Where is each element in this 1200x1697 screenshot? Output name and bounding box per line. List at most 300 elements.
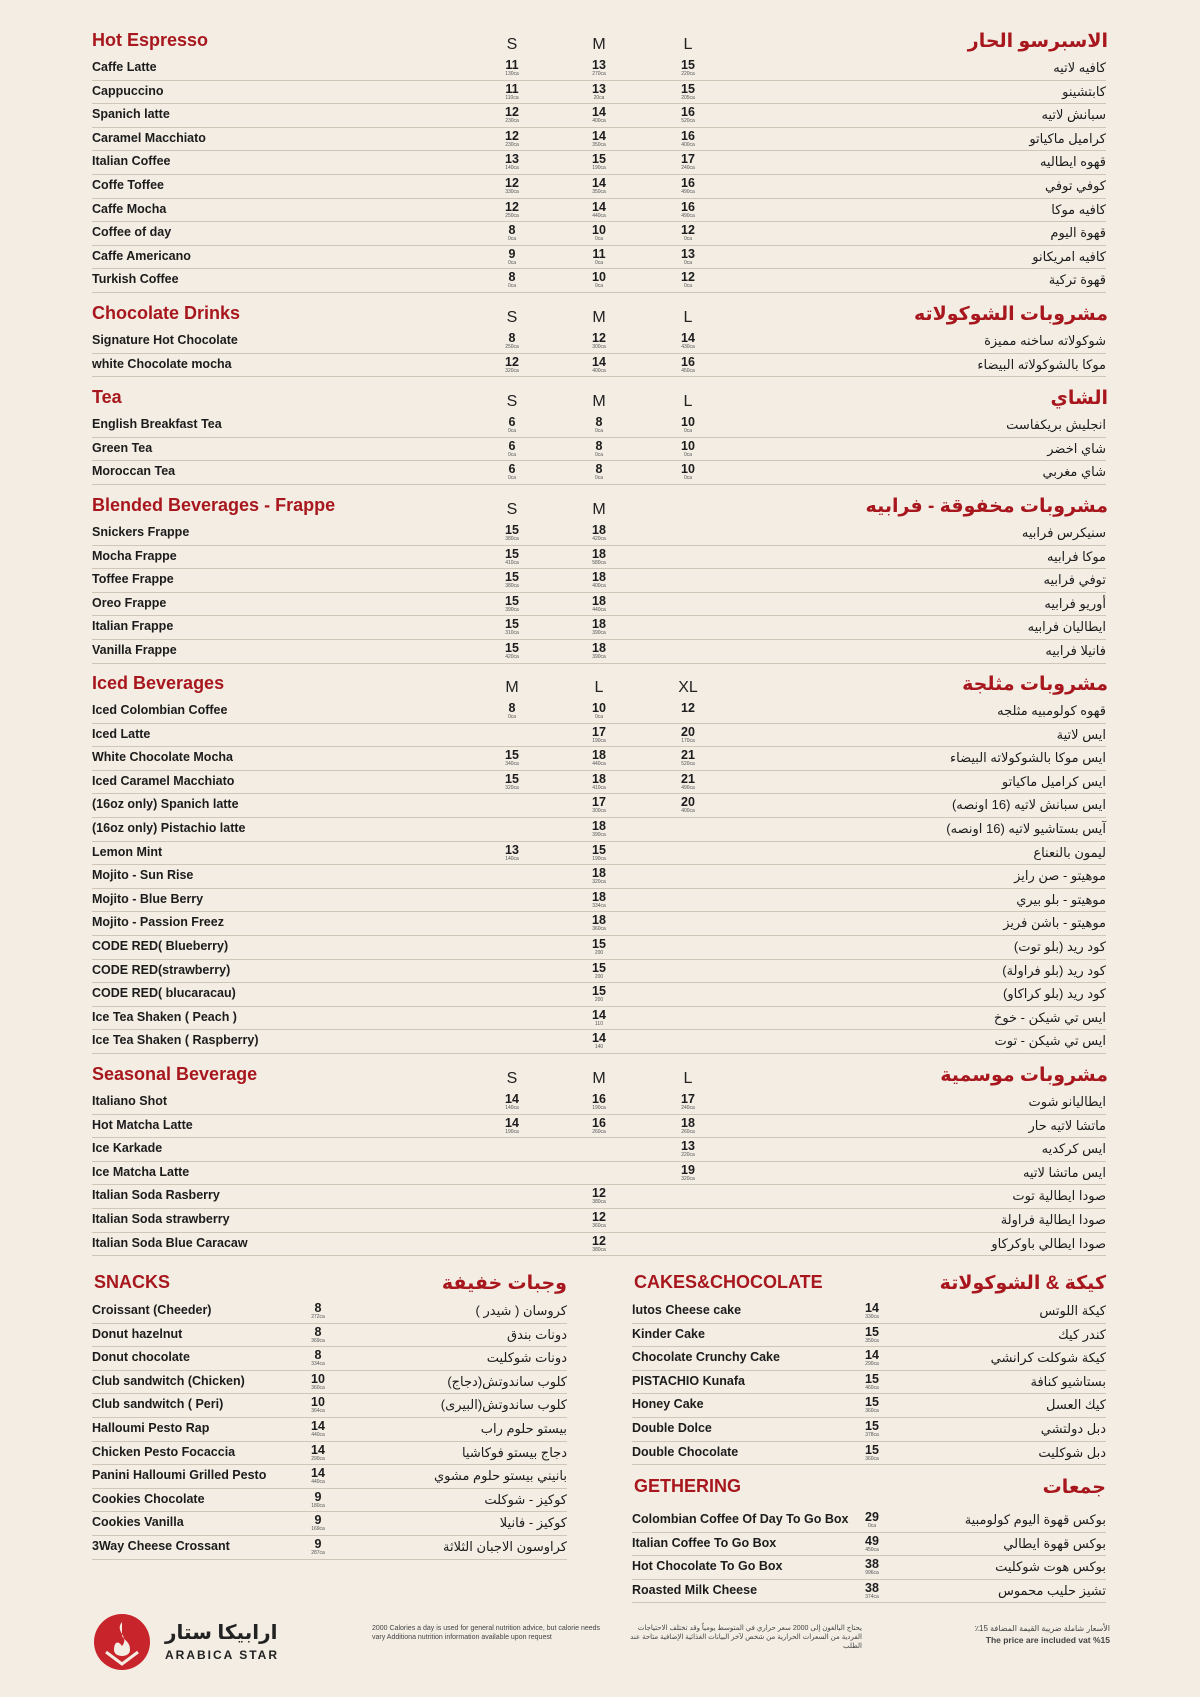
menu-row (92, 1489, 567, 1513)
size-header: S (506, 501, 518, 518)
item-name-ar: بانيني بيستو حلوم مشوي (433, 1468, 567, 1484)
item-price (579, 201, 619, 219)
size-header: M (592, 501, 606, 518)
item-price (492, 524, 532, 542)
item-name-ar: قهوه كولومبيه مثلجه (997, 703, 1106, 718)
item-price (492, 844, 532, 862)
price-value: 10 (311, 1395, 325, 1410)
calories: 420ca (592, 536, 606, 542)
price-value: 12 (592, 1233, 606, 1248)
item-name: Double Chocolate (632, 1444, 739, 1459)
item-price (852, 1373, 892, 1391)
size-header: L (594, 679, 604, 696)
calories: 272ca (311, 1314, 325, 1320)
item-name: lutos Cheese cake (632, 1303, 742, 1317)
item-name: Mojito - Blue Berry (92, 891, 204, 906)
item-name: Halloumi Pesto Rap (92, 1421, 210, 1435)
price-value: 15 (681, 81, 695, 96)
price-value: 6 (508, 462, 516, 477)
price-value: 8 (314, 1348, 322, 1363)
price-value: 18 (592, 546, 606, 561)
price-value: 17 (681, 152, 695, 167)
menu-row (92, 1185, 1106, 1209)
calories: 350ca (592, 141, 606, 148)
calories: 390ca (592, 630, 606, 637)
menu-row (92, 222, 1106, 246)
item-name-ar: قهوة اليوم (1050, 225, 1106, 241)
item-name-ar: كيكة اللوتس (1039, 1303, 1106, 1318)
item-price (298, 1467, 338, 1485)
calories: 170ca (681, 737, 695, 744)
item-price (579, 248, 619, 266)
item-name: Hot Matcha Latte (92, 1117, 193, 1132)
menu-row (92, 128, 1106, 152)
calories: 200 (594, 973, 604, 980)
price-value: 15 (865, 1324, 879, 1339)
item-name: Mocha Frappe (92, 548, 177, 563)
item-name: Spanich latte (92, 107, 170, 122)
price-value: 14 (505, 1115, 519, 1130)
price-value: 11 (505, 58, 519, 72)
price-value: 10 (592, 701, 606, 715)
calories: 0ca (594, 451, 604, 458)
menu-row (92, 269, 1106, 293)
item-price (579, 595, 619, 613)
item-price (579, 106, 619, 124)
calories: 0ca (683, 475, 693, 482)
menu-row (92, 616, 1106, 640)
menu-row (92, 1371, 567, 1395)
calories: 190ca (592, 737, 606, 744)
price-value: 8 (508, 223, 516, 238)
menu-row (92, 936, 1106, 960)
price-value: 13 (681, 246, 695, 261)
item-name-ar: بوكس هوت شوكليت (995, 1559, 1106, 1575)
menu-row (632, 1418, 1106, 1442)
calories: 330ca (865, 1314, 879, 1320)
menu-row (92, 724, 1106, 748)
price-value: 14 (592, 1031, 606, 1046)
item-price (852, 1396, 892, 1414)
item-price (492, 773, 532, 791)
menu-row (92, 912, 1106, 936)
price-value: 15 (592, 984, 606, 999)
item-name: Cookies Chocolate (92, 1491, 205, 1506)
item-name-ar: بوكس قهوة اليوم كولومبية (964, 1512, 1106, 1527)
calories: 0ca (507, 259, 517, 266)
item-name-ar: كروسان ( شيدر ) (475, 1303, 567, 1318)
calories: 400ca (681, 141, 695, 148)
calories: 360ca (592, 1223, 606, 1229)
item-name: Coffe Toffee (92, 178, 164, 192)
item-name-ar: شاي مغربي (1042, 464, 1106, 480)
price-value: 8 (508, 331, 516, 345)
price-value: 14 (311, 1466, 325, 1481)
calories: 378ca (865, 1432, 879, 1438)
menu-row (632, 1580, 1106, 1604)
calories: 140ca (505, 1105, 519, 1111)
price-value: 8 (508, 270, 516, 285)
price-value: 18 (592, 889, 606, 904)
price-value: 10 (681, 438, 695, 453)
price-value: 38 (865, 1557, 879, 1572)
calories: 996ca (865, 1570, 879, 1577)
item-name-ar: كود ريد (بلو توت) (1013, 939, 1106, 954)
item-price (852, 1349, 892, 1367)
item-name: Mojito - Sun Rise (92, 868, 194, 883)
item-name: Italian Soda Rasberry (92, 1188, 220, 1203)
item-price (492, 618, 532, 636)
calories: 334ca (592, 902, 606, 909)
item-name: Ice Matcha Latte (92, 1164, 190, 1179)
price-value: 15 (865, 1442, 879, 1457)
item-price (579, 153, 619, 171)
item-price (852, 1420, 892, 1438)
item-price (492, 271, 532, 289)
price-value: 14 (865, 1301, 879, 1315)
calories: 400ca (681, 808, 695, 815)
price-value: 12 (505, 105, 519, 120)
price-value: 18 (592, 570, 606, 585)
item-name: Hot Chocolate To Go Box (632, 1559, 783, 1574)
item-name-ar: آيس بستاشيو لاتيه (16 اونصه) (946, 821, 1106, 836)
item-price (579, 702, 619, 720)
menu-row (92, 522, 1106, 546)
item-price (852, 1444, 892, 1462)
item-price (668, 177, 708, 195)
item-price (579, 773, 619, 791)
price-value: 12 (505, 176, 519, 190)
item-name: Italian Soda Blue Caracaw (92, 1235, 248, 1250)
menu-row (632, 1371, 1106, 1395)
size-header: L (683, 309, 693, 326)
calories: 0ca (507, 451, 517, 458)
item-price (298, 1349, 338, 1367)
section-title-ar: وجبات خفيفة (441, 1273, 567, 1294)
calories: 287ca (311, 1550, 325, 1556)
price-value: 8 (595, 415, 603, 429)
item-name-ar: كابتشينو (1062, 83, 1106, 99)
price-value: 15 (505, 641, 519, 655)
item-price (579, 867, 619, 885)
menu-row (92, 1394, 567, 1418)
item-price (298, 1514, 338, 1532)
price-value: 15 (865, 1395, 879, 1410)
price-value: 15 (592, 152, 606, 167)
item-name: Club sandwitch (Chicken) (92, 1373, 245, 1388)
size-header: S (506, 309, 518, 326)
calories: 140ca (505, 165, 519, 172)
calories: 400ca (592, 367, 606, 374)
size-header: M (592, 309, 606, 326)
price-value: 18 (592, 641, 606, 655)
calories: 20ca (593, 94, 605, 101)
item-price (579, 749, 619, 767)
menu-row (92, 199, 1106, 223)
item-price (579, 820, 619, 838)
calories: 580ca (592, 559, 606, 566)
calories: 450ca (681, 367, 695, 374)
calories: 360ca (311, 1384, 325, 1391)
price-value: 13 (505, 152, 519, 167)
item-name: Caramel Macchiato (92, 130, 206, 145)
item-name: Green Tea (92, 440, 153, 455)
item-price (668, 1140, 708, 1158)
price-value: 12 (592, 1210, 606, 1224)
item-price (579, 83, 619, 101)
calories: 0ca (683, 428, 693, 434)
calories: 320ca (505, 784, 519, 791)
menu-row (632, 1300, 1106, 1324)
calories: 374ca (865, 1593, 879, 1600)
calories: 230ca (505, 118, 519, 125)
item-price (492, 595, 532, 613)
item-name-ar: دونات بندق (507, 1326, 567, 1342)
item-price (579, 440, 619, 458)
price-value: 11 (505, 81, 519, 96)
calories: 310ca (505, 630, 519, 637)
menu-row (92, 865, 1106, 889)
item-name-ar: ماتشا لاتيه حار (1028, 1117, 1106, 1133)
item-name: Moroccan Tea (92, 464, 176, 479)
price-value: 15 (865, 1371, 879, 1386)
menu-row (632, 1394, 1106, 1418)
item-name: Donut chocolate (92, 1350, 190, 1365)
item-price (668, 1117, 708, 1135)
item-name: Coffee of day (92, 225, 172, 240)
menu-row (92, 151, 1106, 175)
item-name: Caffe Mocha (92, 201, 167, 216)
item-price (668, 749, 708, 767)
item-name: white Chocolate mocha (92, 356, 232, 371)
vat-note-en: The price are included vat %15 (985, 1635, 1110, 1645)
item-name-ar: تشيز حليب محموس (997, 1582, 1106, 1598)
item-price (852, 1511, 892, 1529)
brand-arabic: ارابيكا ستار (165, 1622, 278, 1644)
price-value: 6 (508, 415, 516, 429)
price-value: 21 (681, 748, 695, 763)
item-name: Cappuccino (92, 83, 164, 98)
menu-row (632, 1556, 1106, 1580)
price-value: 8 (314, 1324, 322, 1339)
item-price (492, 571, 532, 589)
calories: 0ca (507, 236, 517, 243)
item-name: Caffe Americano (92, 248, 191, 263)
price-value: 20 (681, 724, 695, 739)
price-value: 14 (311, 1419, 325, 1433)
menu-row (92, 842, 1106, 866)
price-value: 15 (505, 771, 519, 786)
section-title-ar: مشروبات مخفوقة - فرابيه (865, 496, 1108, 517)
price-value: 15 (592, 937, 606, 951)
menu-row (92, 414, 1106, 438)
price-value: 9 (314, 1537, 322, 1551)
item-name-ar: ايطاليان فرابيه (1027, 619, 1106, 635)
calories: 440ca (592, 212, 606, 219)
item-name-ar: ايس ماتشا لاتيه (1022, 1164, 1106, 1180)
menu-row (92, 1091, 1106, 1115)
item-price (668, 796, 708, 814)
item-name-ar: كافيه امريكانو (1032, 248, 1106, 264)
item-name-ar: كلوب ساندوتش(البيرى) (440, 1397, 567, 1413)
item-name-ar: صودا ايطالي باوكركاو (991, 1235, 1106, 1251)
price-value: 18 (681, 1115, 695, 1130)
item-name: 3Way Cheese Crossant (92, 1539, 230, 1553)
item-name-ar: دبل شوكليت (1038, 1444, 1106, 1460)
price-value: 15 (505, 748, 519, 763)
menu-row (92, 246, 1106, 270)
item-name: Iced Colombian Coffee (92, 703, 228, 717)
section-title: Tea (92, 387, 122, 407)
menu-row (632, 1324, 1106, 1348)
menu-row (92, 104, 1106, 128)
item-price (579, 548, 619, 566)
item-price (668, 130, 708, 148)
calories: 130ca (505, 71, 519, 77)
item-price (579, 1032, 619, 1050)
item-name-ar: ايس تي شيكن - خوخ (993, 1009, 1106, 1025)
item-name-ar: أوريو فرابيه (1044, 595, 1106, 611)
menu-row (92, 1030, 1106, 1054)
menu-row (92, 1418, 567, 1442)
section-title-ar: الاسبرسو الحار (967, 31, 1108, 52)
price-value: 13 (592, 58, 606, 72)
price-value: 16 (681, 199, 695, 214)
item-price (579, 1211, 619, 1229)
price-value: 15 (505, 617, 519, 632)
menu-row (92, 1162, 1106, 1186)
calories: 390ca (505, 606, 519, 613)
calories: 390ca (592, 654, 606, 660)
price-value: 13 (505, 842, 519, 857)
item-price (668, 153, 708, 171)
calories: 0ca (594, 428, 604, 434)
item-name-ar: سنيكرس فرابيه (1021, 525, 1106, 540)
item-name: Mojito - Passion Freez (92, 915, 224, 930)
price-value: 13 (592, 81, 606, 96)
item-price (579, 985, 619, 1003)
item-price (492, 356, 532, 374)
calories: 250ca (505, 344, 519, 350)
menu-row (92, 330, 1106, 354)
size-header: M (592, 1070, 606, 1087)
price-value: 12 (681, 223, 695, 238)
price-value: 49 (865, 1533, 879, 1548)
calories: 0ca (507, 714, 517, 720)
calories: 360ca (865, 1408, 879, 1415)
item-price (579, 891, 619, 909)
item-name: PISTACHIO Kunafa (632, 1373, 745, 1388)
item-price (579, 1187, 619, 1205)
item-price (298, 1538, 338, 1556)
item-price (668, 1164, 708, 1182)
price-value: 15 (505, 593, 519, 608)
price-value: 15 (505, 570, 519, 585)
calories: 369ca (311, 1337, 325, 1344)
price-value: 8 (314, 1301, 322, 1315)
item-price (492, 440, 532, 458)
calories: 330ca (505, 189, 519, 195)
menu-row (92, 1300, 567, 1324)
item-price (492, 201, 532, 219)
item-name-ar: كيكة شوكلت كرانشي (990, 1350, 1106, 1366)
calories: 490ca (681, 189, 695, 195)
calories: 0ca (683, 283, 693, 290)
item-price (579, 1093, 619, 1111)
price-value: 15 (592, 960, 606, 975)
item-price (668, 224, 708, 242)
price-value: 20 (681, 795, 695, 810)
price-value: 18 (592, 819, 606, 833)
calories: 440ca (592, 761, 606, 768)
item-price (579, 571, 619, 589)
menu-row (632, 1347, 1106, 1371)
price-value: 16 (681, 128, 695, 143)
price-value: 14 (592, 199, 606, 214)
price-value: 19 (681, 1162, 695, 1177)
calories: 140ca (505, 855, 519, 862)
calories: 390ca (592, 832, 606, 838)
item-name-ar: ايس سبانش لاتيه (16 اونصه) (951, 797, 1106, 813)
price-value: 10 (681, 415, 695, 429)
item-name: CODE RED( blucaracau) (92, 986, 236, 1001)
calories: 0ca (507, 283, 517, 290)
section-title: SNACKS (94, 1272, 171, 1292)
section-title: Chocolate Drinks (92, 303, 241, 323)
calories: 220ca (681, 1152, 695, 1159)
calories: 490ca (681, 212, 695, 219)
item-name-ar: كود ريد (بلو كراكاو) (1003, 986, 1106, 1002)
price-value: 29 (865, 1510, 879, 1524)
item-name: Italian Soda strawberry (92, 1212, 230, 1226)
item-price (579, 642, 619, 660)
price-value: 16 (592, 1115, 606, 1130)
calories: 0ca (594, 714, 604, 720)
menu-row (92, 461, 1106, 485)
calories: 410ca (505, 559, 519, 566)
size-header: S (506, 36, 518, 53)
calories: 290ca (865, 1361, 879, 1368)
calories: 340ca (505, 761, 519, 768)
price-value: 12 (592, 1186, 606, 1201)
calories: 360ca (865, 1455, 879, 1462)
calories: 190ca (592, 1105, 606, 1111)
item-name: Turkish Coffee (92, 272, 179, 287)
item-name-ar: موهيتو - باشن فريز (1003, 915, 1106, 931)
item-name: Croissant (Cheeder) (92, 1303, 212, 1317)
item-price (668, 106, 708, 124)
item-price (298, 1444, 338, 1462)
item-name-ar: كلوب ساندوتش(دجاج) (447, 1373, 567, 1389)
calorie-note-ar: يحتاج البالغون إلى 2000 سعر حراري في المتوسط يومياً وقد تختلف الاحتياجات الفردية من السعرات الحرارية من شخص لآخر البيانات الغذائية الإضافية متاحة عند الطلب (630, 1625, 862, 1650)
section-title: Hot Espresso (92, 30, 209, 50)
menu-row (92, 818, 1106, 842)
price-value: 15 (592, 842, 606, 857)
item-price (492, 83, 532, 101)
item-name: Chicken Pesto Focaccia (92, 1444, 236, 1459)
menu-row (632, 1442, 1106, 1466)
item-name-ar: دبل دولتشي (1040, 1421, 1106, 1436)
calories: 380ca (505, 583, 519, 590)
item-price (298, 1302, 338, 1320)
price-value: 16 (681, 354, 695, 369)
item-price (852, 1535, 892, 1553)
size-header: L (683, 1070, 693, 1087)
item-name: Italian Coffee To Go Box (632, 1535, 777, 1550)
menu-row (92, 1465, 567, 1489)
item-name: Ice Tea Shaken ( Raspberry) (92, 1033, 259, 1048)
menu-row (632, 1533, 1106, 1557)
